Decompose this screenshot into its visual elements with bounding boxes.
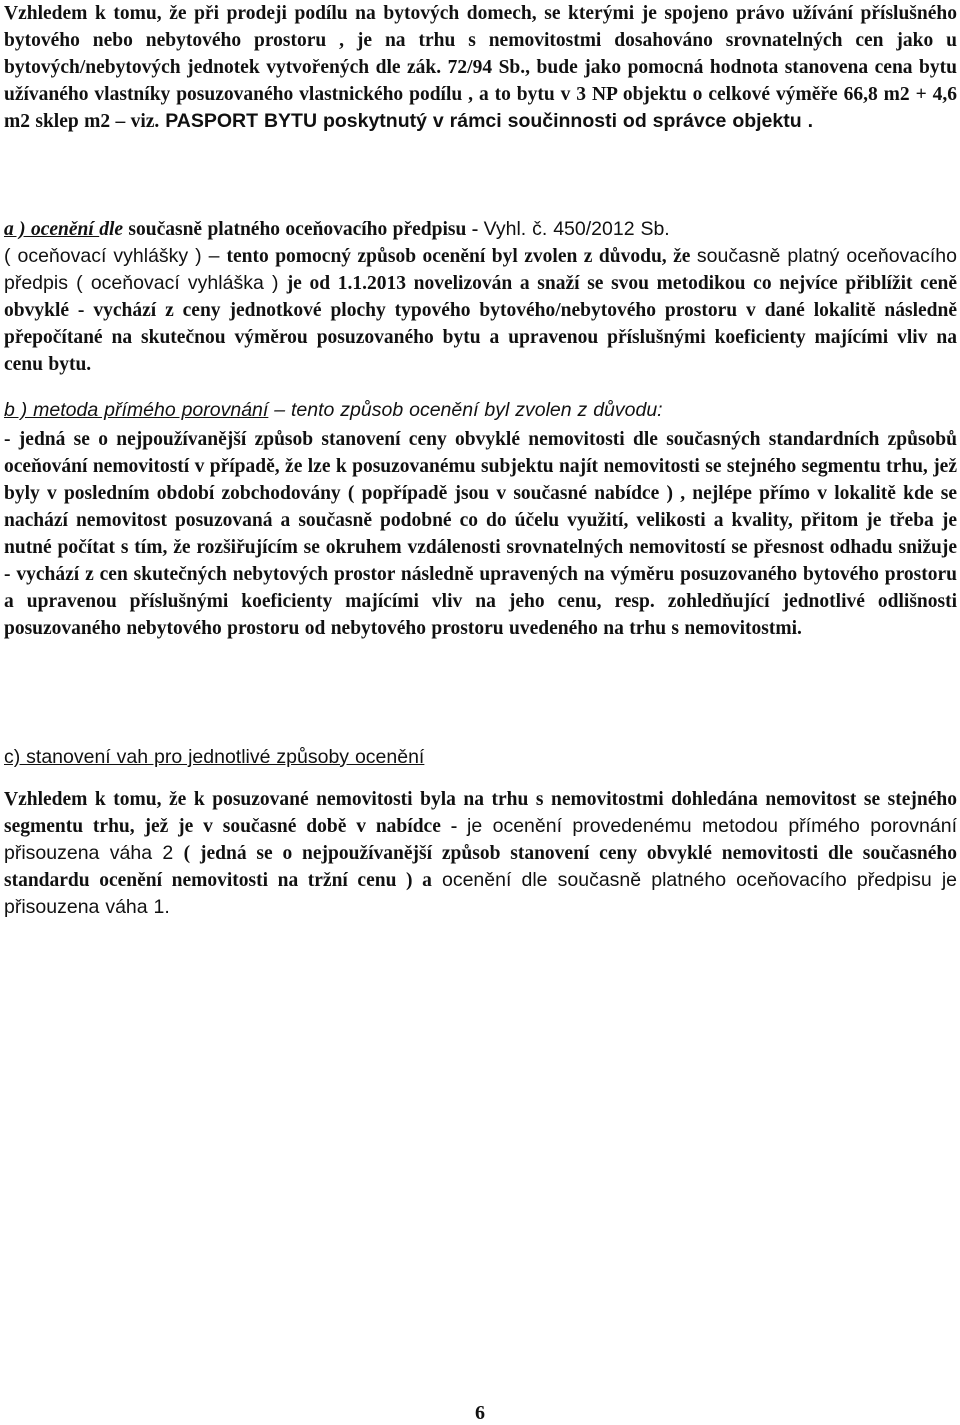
section-a-text-part-4: je od 1.1.2013 novelizován a snaží se svou metodikou co nejvíce přiblížit ceně obvyklé - vychází z ceny jednotkové plochy typového bytového/nebytového prostoru v dané lokalitě následně přepočítané na skutečnou výměrou posuzovaného bytu a upravenou příslušnými koeficienty majícími vliv na cenu bytu.: [4, 273, 957, 375]
section-c-text-part-3: ( jedná se o nejpoužívanější způsob stanovení ceny obvyklé nemovitosti dle současného standardu ocenění nemovitosti na tržní cenu ) a: [4, 843, 958, 891]
section-a-paragraph: [4, 243, 957, 378]
section-c-text-part-4: ocenění dle současně platného oceňovacího předpisu je přisouzena váha 1.: [4, 869, 957, 918]
section-a-text-part-3: současně platný oceňovacího předpis ( oceňovací vyhláška ): [4, 245, 957, 294]
page-number: 6: [475, 1402, 485, 1424]
section-b-label: b ) metoda přímého porovnání: [4, 399, 269, 421]
intro-paragraph: [4, 0, 957, 135]
section-c-text-part-1: Vzhledem k tomu, že k posuzované nemovitosti byla na trhu s nemovitostmi dohledána nemovitost se stejného segmentu trhu, jež je v současné době v nabídce -: [4, 789, 957, 837]
intro-text-pasport: PASPORT BYTU poskytnutý v rámci součinnosti od správce objektu .: [159, 110, 813, 132]
section-b-paragraph: [4, 426, 957, 642]
section-b-text: - jedná se o nejpoužívanější způsob stanovení ceny obvyklé nemovitosti dle současných standardních způsobů oceňování nemovitostí v případě, že lze k posuzovanému subjektu najít nemovitosti se stejného segmentu trhu, jež byly v posledním období zobchodovány ( popřípadě jsou v současné nabídce ) , nejlépe přímo v lokalitě kde se nachází nemovitost posuzovaná a současně podobné co do účelu využití, velikosti a kvality, přitom je třeba je nutné počítat s tím, že rozšiřujícím se okruhem vzdálenosti srovnatelných nemovitostí se přesnost odhadu snižuje - vychází z cen skutečných nebytových prostor následně upravených na výměru posuzovaného bytového prostoru a upravenou příslušnými koeficienty majícími vliv na jeho cenu, resp. zohledňující jednotlivé odlišnosti posuzovaného nebytového prostoru od nebytového prostoru uvedeného na trhu s nemovitostmi.: [4, 429, 957, 639]
intro-text-part-1: Vzhledem k tomu, že při prodeji podílu na bytových domech, se kterými je spojeno právo užívání příslušného bytového nebo nebytového prostoru , je na trhu s nemovitostmi dosahováno srovnatelných cen jako u bytových/nebytových jednotek vytvořených dle zák. 72/94 Sb.: [4, 3, 957, 78]
section-c-heading: [4, 744, 957, 771]
section-a-text-part-1: ( oceňovací vyhlášky ) –: [4, 245, 227, 267]
intro-text-part-2: , bude jako pomocná hodnota stanovena cena bytu užívaného vlastníky posuzovaného vlastnického podílu , a to bytu v 3 NP objektu o celkové výměře 66,8 m2 + 4,6 m2 sklep m2 – viz.: [4, 57, 957, 132]
section-a-heading: [4, 216, 957, 243]
section-c-title: c) stanovení vah pro jednotlivé způsoby ocenění: [4, 746, 425, 768]
section-a-title: současně platného oceňovacího předpisu -: [123, 219, 484, 240]
section-a-regulation: Vyhl. č. 450/2012 Sb.: [483, 218, 670, 240]
section-b-title: – tento způsob ocenění byl zvolen z důvodu:: [268, 399, 663, 421]
section-c-paragraph: [4, 786, 957, 921]
section-a-text-part-2: tento pomocný způsob ocenění byl zvolen z důvodu, že: [226, 246, 697, 267]
section-a-label: a ) ocenění: [4, 219, 100, 240]
section-a-dle: dle: [99, 219, 124, 240]
section-c-text-part-2: je ocenění provedenému metodou přímého porovnání přisouzena váha 2: [4, 815, 957, 864]
section-b-heading: [4, 397, 957, 424]
